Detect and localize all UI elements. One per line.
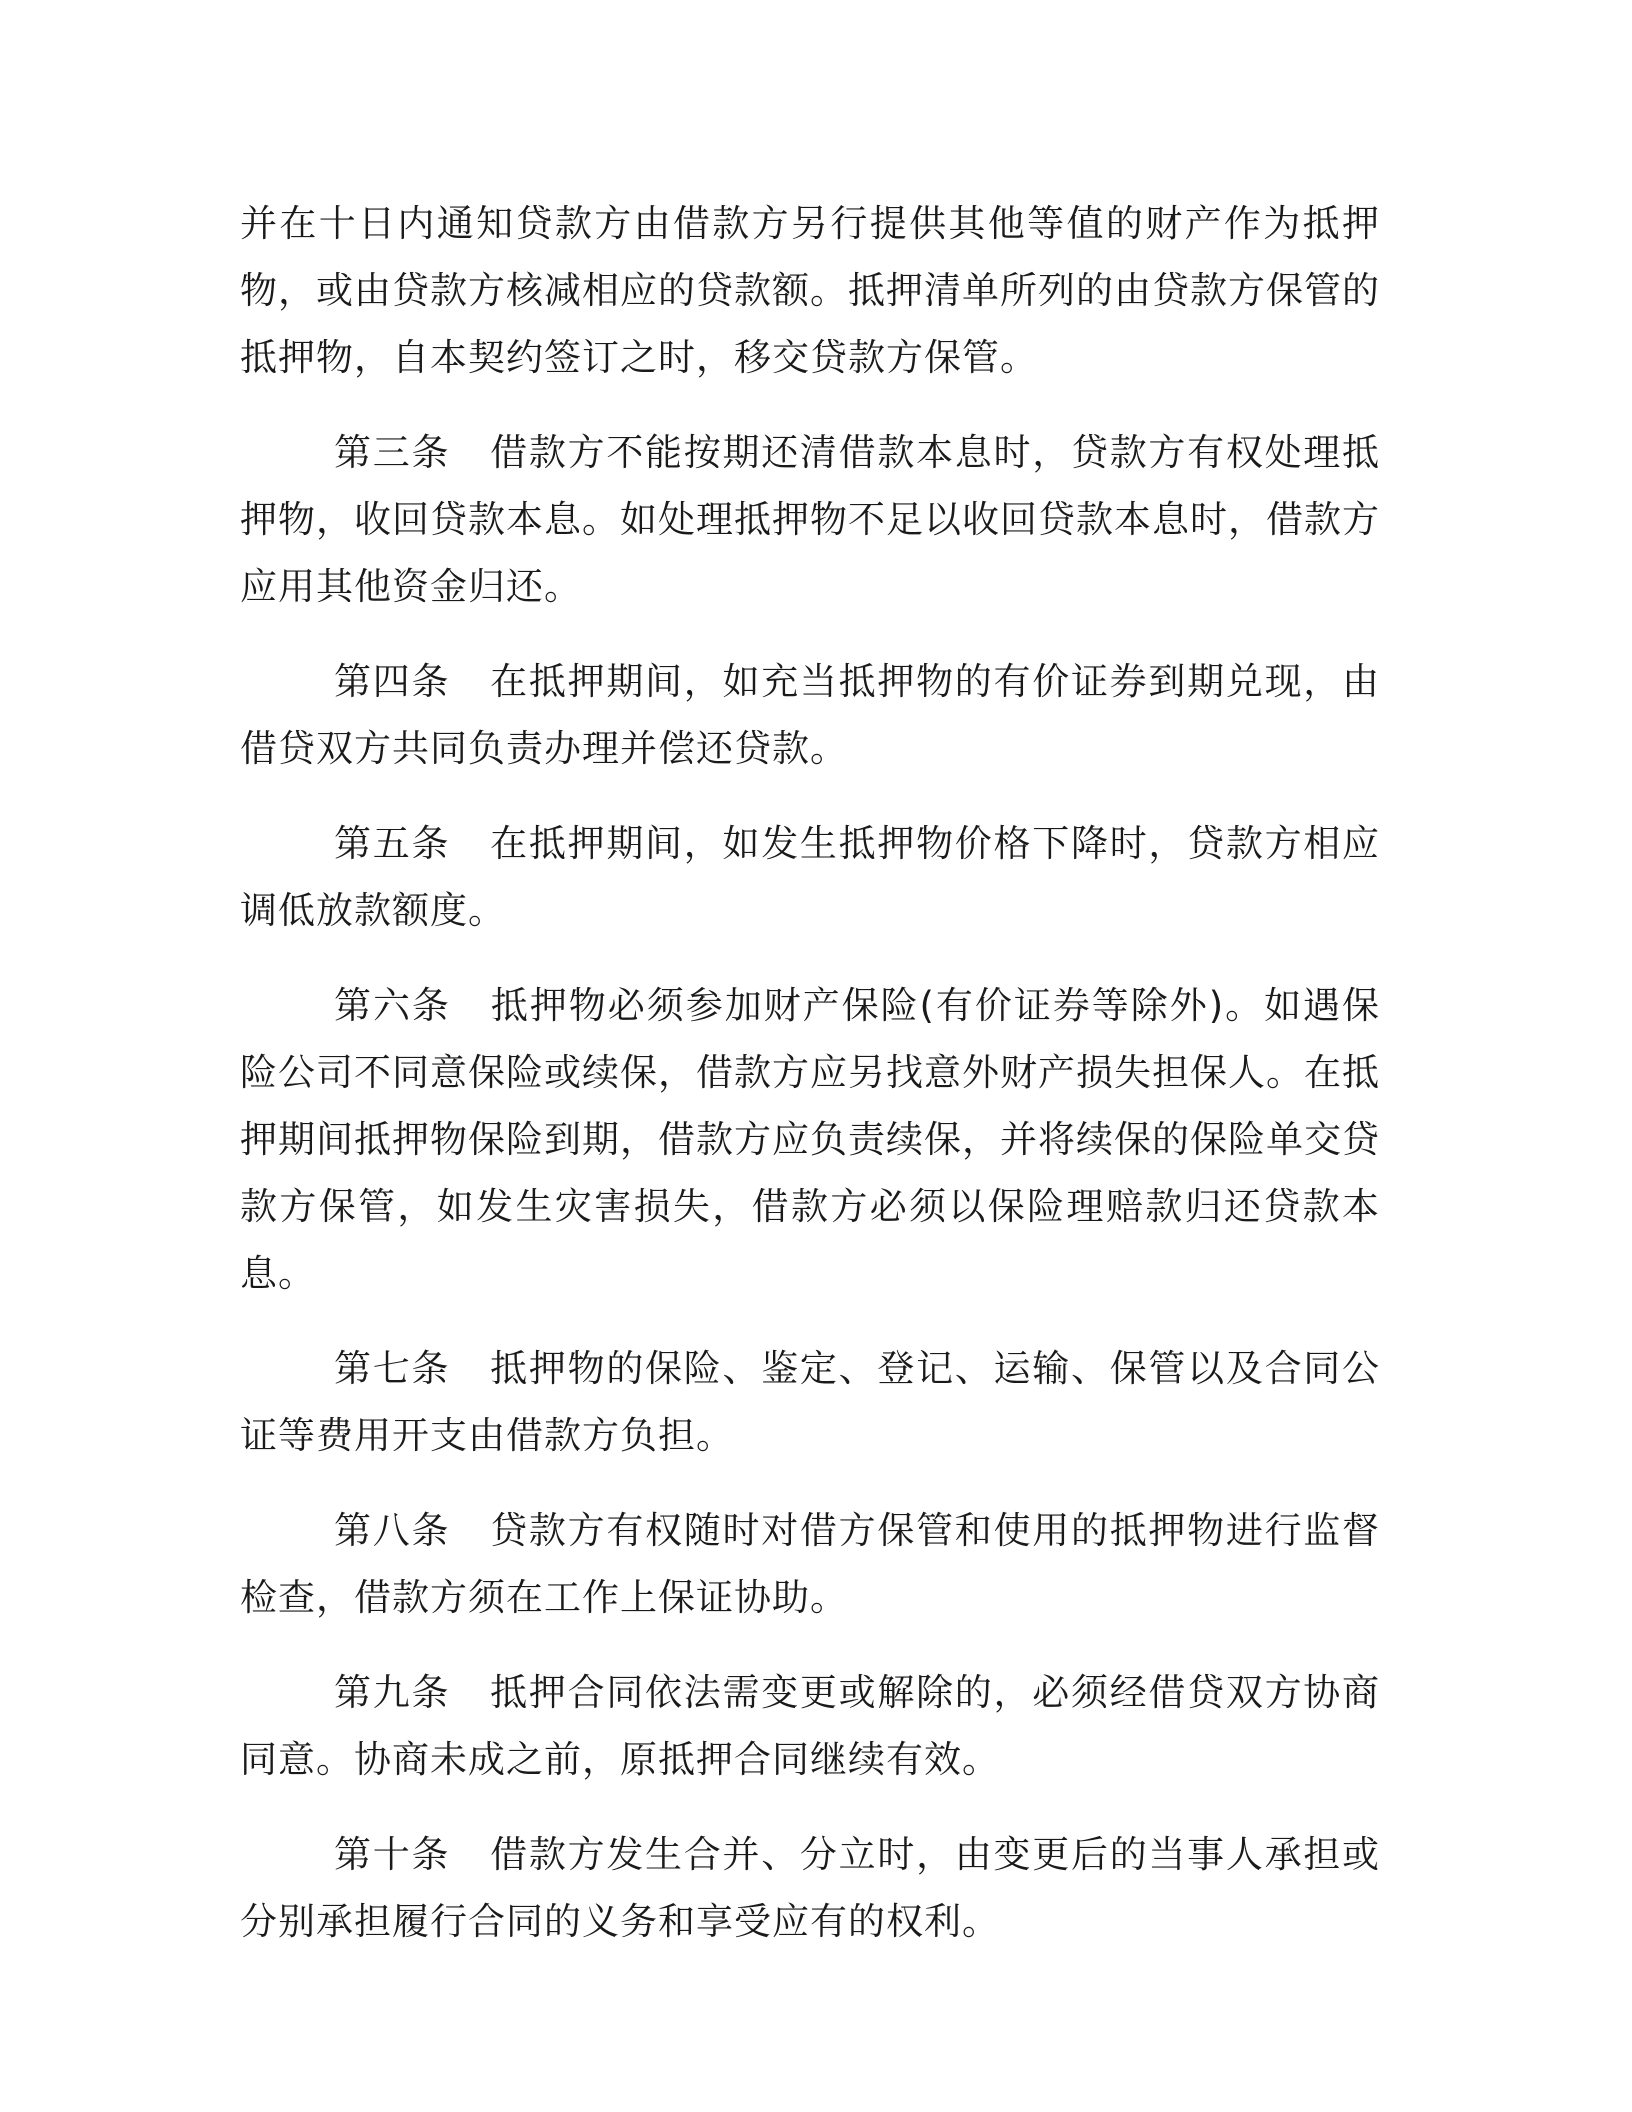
article-4 (240, 648, 1380, 782)
article-text: 抵押合同依法需变更或解除的，必须经借贷双方协商同意。协商未成之前，原抵押合同继续有效。 (240, 1671, 1381, 1781)
article-5 (240, 810, 1380, 944)
article-label: 第十条 (334, 1833, 451, 1876)
article-text: 在抵押期间，如充当抵押物的有价证券到期兑现，由借贷双方共同负责办理并偿还贷款。 (240, 660, 1381, 770)
article-6 (240, 972, 1380, 1307)
article-text: 抵押物必须参加财产保险(有价证券等除外)。如遇保险公司不同意保险或续保，借款方应另找意外财产损失担保人。在抵押期间抵押物保险到期，借款方应负责续保，并将续保的保险单交贷款方保管，如发生灾害损失，借款方必须以保险理赔款归还贷款本息。 (240, 984, 1381, 1295)
article-label: 第五条 (334, 822, 451, 865)
article-10 (240, 1821, 1380, 1955)
article-text: 借款方发生合并、分立时，由变更后的当事人承担或分别承担履行合同的义务和享受应有的权利。 (240, 1833, 1381, 1943)
article-label: 第七条 (334, 1347, 451, 1390)
article-9 (240, 1659, 1380, 1793)
article-label: 第四条 (334, 660, 451, 703)
document-page (240, 190, 1380, 1983)
article-8 (240, 1497, 1380, 1631)
article-label: 第九条 (334, 1671, 451, 1714)
article-label: 第八条 (334, 1509, 451, 1552)
opening-paragraph: 并在十日内通知贷款方由借款方另行提供其他等值的财产作为抵押物，或由贷款方核减相应的贷款额。抵押清单所列的由贷款方保管的抵押物，自本契约签订之时，移交贷款方保管。 (240, 202, 1380, 379)
article-text: 在抵押期间，如发生抵押物价格下降时，贷款方相应调低放款额度。 (240, 822, 1381, 932)
article-label: 第六条 (334, 984, 451, 1027)
article-text: 借款方不能按期还清借款本息时，贷款方有权处理抵押物，收回贷款本息。如处理抵押物不足以收回贷款本息时，借款方应用其他资金归还。 (240, 431, 1381, 608)
article-3 (240, 419, 1380, 620)
article-text: 贷款方有权随时对借方保管和使用的抵押物进行监督检查，借款方须在工作上保证协助。 (240, 1509, 1381, 1619)
article-label: 第三条 (334, 431, 451, 474)
article-7 (240, 1335, 1380, 1469)
article-text: 抵押物的保险、鉴定、登记、运输、保管以及合同公证等费用开支由借款方负担。 (240, 1347, 1381, 1457)
